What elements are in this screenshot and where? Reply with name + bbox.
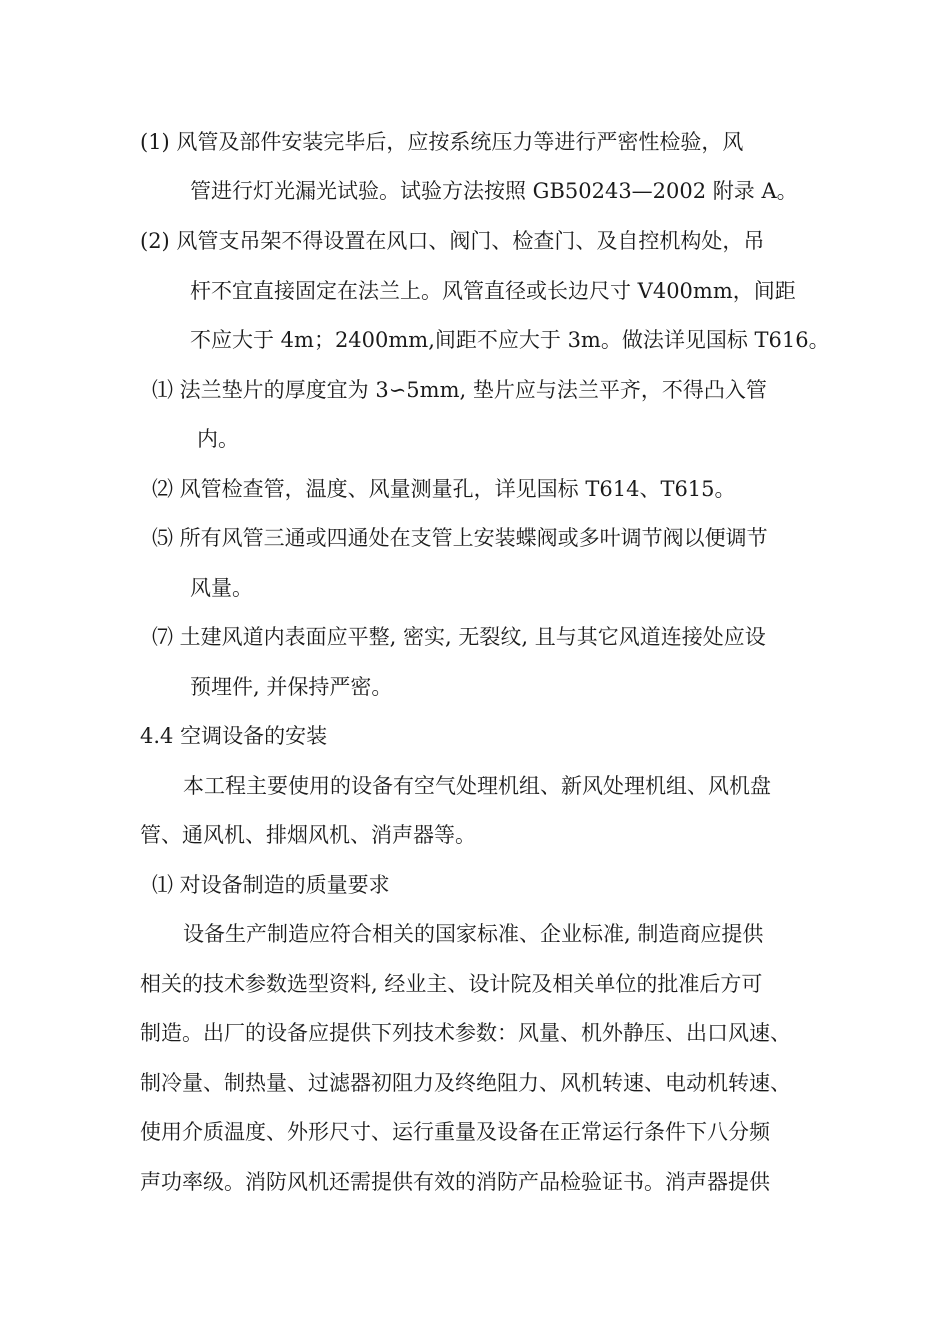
text-line: 不应大于 4m；2400mm,间距不应大于 3m。做法详见国标 T616。 (190, 328, 830, 352)
text-line: 使用介质温度、外形尺寸、运行重量及设备在正常运行条件下八分频 (140, 1120, 770, 1144)
text-line: 相关的技术参数选型资料, 经业主、设计院及相关单位的批准后方可 (140, 972, 763, 996)
text-line: ⑺ 土建风道内表面应平整, 密实, 无裂纹, 且与其它风道连接处应设 (152, 625, 766, 649)
text-line: 制造。出厂的设备应提供下列技术参数：风量、机外静压、出口风速、 (140, 1021, 791, 1045)
text-line: 预埋件, 并保持严密。 (190, 675, 393, 699)
text-line: ⑴ 法兰垫片的厚度宜为 3∽5mm, 垫片应与法兰平齐，不得凸入管 (152, 378, 767, 402)
text-line: (1) 风管及部件安装完毕后，应按系统压力等进行严密性检验，风 (140, 130, 744, 154)
text-line: 声功率级。消防风机还需提供有效的消防产品检验证书。消声器提供 (140, 1170, 770, 1194)
text-line: 设备生产制造应符合相关的国家标准、企业标准, 制造商应提供 (183, 922, 764, 946)
text-line: 风量。 (190, 576, 253, 600)
text-line: 内。 (197, 427, 239, 451)
text-line: ⑵ 风管检查管，温度、风量测量孔，详见国标 T614、T615。 (152, 477, 736, 501)
text-line: ⑸ 所有风管三通或四通处在支管上安装蝶阀或多叶调节阀以便调节 (152, 526, 768, 550)
text-line: 本工程主要使用的设备有空气处理机组、新风处理机组、风机盘 (183, 774, 771, 798)
text-line: 杆不宜直接固定在法兰上。风管直径或长边尺寸 V400mm，间距 (190, 279, 796, 303)
text-line: 管进行灯光漏光试验。试验方法按照 GB50243—2002 附录 A。 (190, 179, 798, 203)
text-line: 制冷量、制热量、过滤器初阻力及终绝阻力、风机转速、电动机转速、 (140, 1071, 791, 1095)
subheading: ⑴ 对设备制造的质量要求 (152, 873, 390, 897)
text-line: (2) 风管支吊架不得设置在风口、阀门、检查门、及自控机构处，吊 (140, 229, 765, 253)
text-line: 管、通风机、排烟风机、消声器等。 (140, 823, 476, 847)
section-heading: 4.4 空调设备的安装 (140, 724, 328, 748)
